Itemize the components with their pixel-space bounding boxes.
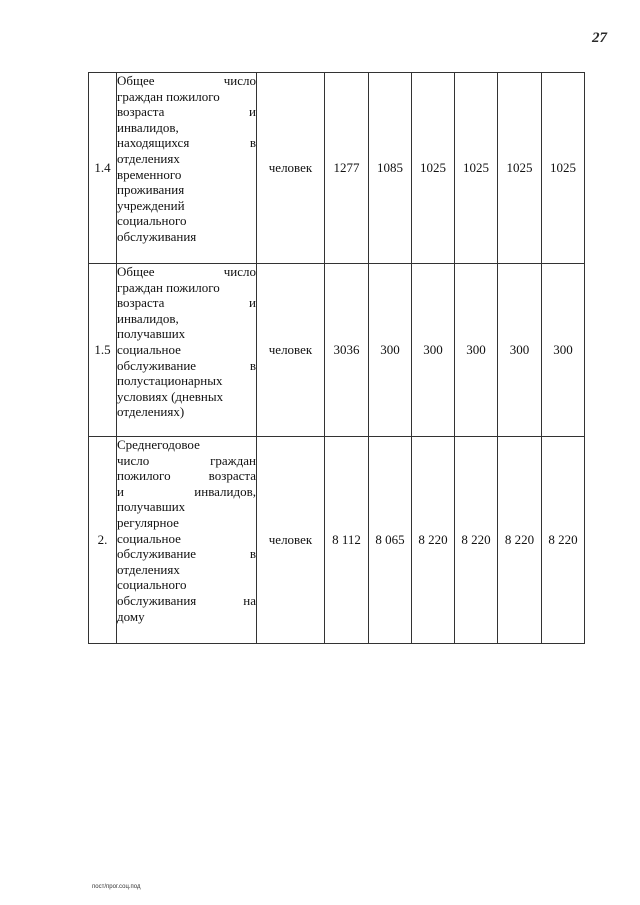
desc-line: обслуживание в bbox=[117, 357, 256, 373]
unit-cell: человек bbox=[257, 264, 325, 437]
value-cell: 1025 bbox=[455, 73, 498, 264]
desc-line: Среднегодовое bbox=[117, 437, 200, 452]
desc-line: возраста и bbox=[117, 104, 256, 120]
desc-line: пожилого возраста bbox=[117, 468, 256, 484]
desc-line: инвалидов, bbox=[117, 119, 179, 135]
desc-line: отделениях) bbox=[117, 404, 185, 420]
value-cell: 8 220 bbox=[455, 437, 498, 644]
desc-line: получавших bbox=[117, 499, 186, 515]
value-cell: 8 112 bbox=[325, 437, 369, 644]
desc-line: получавших bbox=[117, 326, 186, 342]
table-row-1-4 bbox=[89, 73, 585, 264]
desc-line: обслуживания bbox=[117, 228, 197, 244]
desc-line: социальное bbox=[117, 341, 181, 357]
footer-file-label: пост/прог.соц.под bbox=[92, 884, 141, 890]
row-description bbox=[117, 437, 257, 644]
value-cell: 1085 bbox=[369, 73, 412, 264]
desc-line: граждан пожилого bbox=[117, 279, 220, 295]
row-number: 1.5 bbox=[89, 264, 117, 437]
desc-line: условиях (дневных bbox=[117, 388, 224, 404]
desc-line: инвалидов, bbox=[117, 310, 179, 326]
desc-line: обслуживание в bbox=[117, 546, 256, 562]
desc-line: отделениях bbox=[117, 561, 180, 577]
desc-line: социального bbox=[117, 213, 187, 229]
value-cell: 300 bbox=[498, 264, 542, 437]
unit-cell: человек bbox=[257, 437, 325, 644]
unit-cell: человек bbox=[257, 73, 325, 264]
page-number: 27 bbox=[592, 30, 607, 46]
desc-line: социального bbox=[117, 577, 187, 593]
value-cell: 8 065 bbox=[369, 437, 412, 644]
desc-line: регулярное bbox=[117, 514, 179, 530]
desc-line: дому bbox=[117, 608, 145, 624]
desc-line: социальное bbox=[117, 530, 181, 546]
desc-line: обслуживания на bbox=[117, 592, 256, 608]
value-cell: 8 220 bbox=[542, 437, 585, 644]
desc-line: и инвалидов, bbox=[117, 483, 256, 499]
table-row-2 bbox=[89, 437, 585, 644]
indicator-table bbox=[88, 72, 585, 644]
desc-line: возраста и bbox=[117, 295, 256, 311]
desc-line: проживания bbox=[117, 182, 185, 198]
table-row-1-5 bbox=[89, 264, 585, 437]
value-cell: 1025 bbox=[542, 73, 585, 264]
desc-line: Общее число bbox=[117, 264, 256, 279]
desc-line: отделениях bbox=[117, 150, 180, 166]
value-cell: 1025 bbox=[498, 73, 542, 264]
value-cell: 8 220 bbox=[412, 437, 455, 644]
value-cell: 1025 bbox=[412, 73, 455, 264]
desc-line: полустационарных bbox=[117, 373, 223, 389]
desc-line: Общее число bbox=[117, 73, 256, 88]
value-cell: 300 bbox=[455, 264, 498, 437]
desc-line: находящихся в bbox=[117, 135, 256, 151]
value-cell: 3036 bbox=[325, 264, 369, 437]
row-description bbox=[117, 73, 257, 264]
value-cell: 8 220 bbox=[498, 437, 542, 644]
desc-line: граждан пожилого bbox=[117, 88, 220, 104]
value-cell: 300 bbox=[412, 264, 455, 437]
desc-line: учреждений bbox=[117, 197, 185, 213]
row-number: 2. bbox=[89, 437, 117, 644]
row-number: 1.4 bbox=[89, 73, 117, 264]
desc-line: временного bbox=[117, 166, 182, 182]
row-description bbox=[117, 264, 257, 437]
desc-line: число граждан bbox=[117, 452, 256, 468]
value-cell: 300 bbox=[542, 264, 585, 437]
value-cell: 1277 bbox=[325, 73, 369, 264]
value-cell: 300 bbox=[369, 264, 412, 437]
